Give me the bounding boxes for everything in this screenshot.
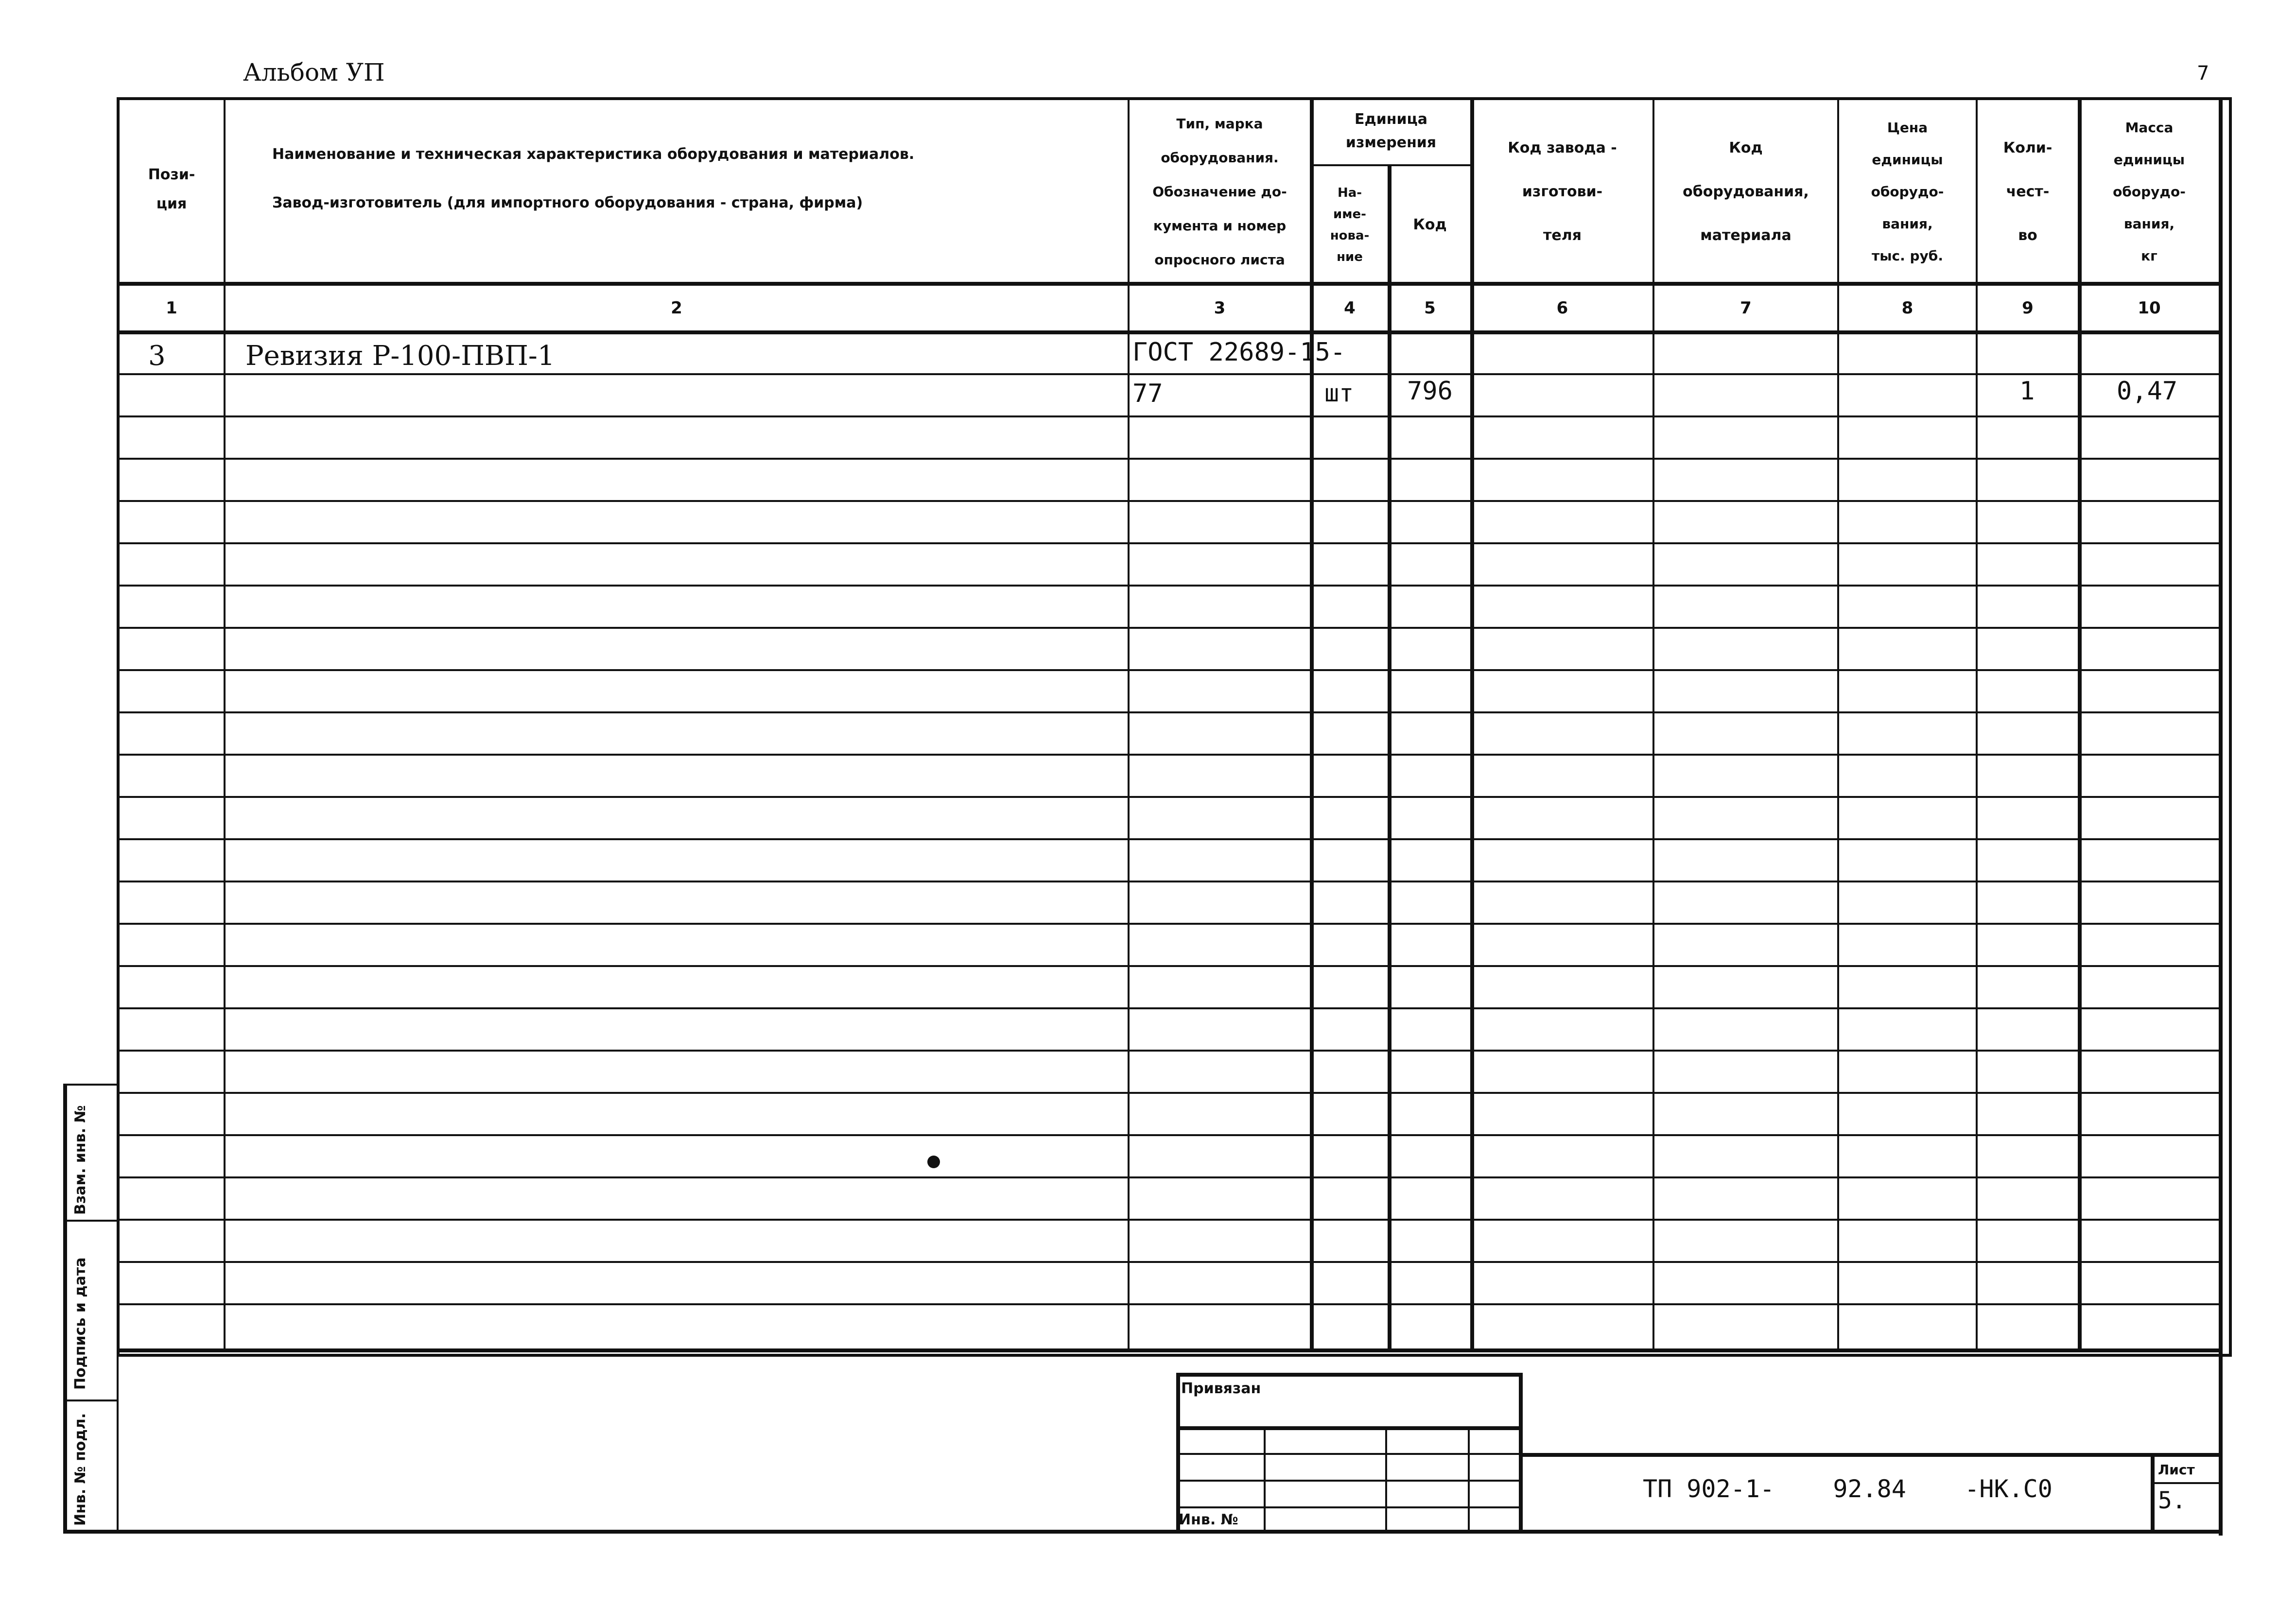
row-quantity: 1 — [2019, 377, 2035, 406]
side-label-original-inv: Инв. № подл. — [72, 1413, 89, 1526]
bound-label: Привязан — [1181, 1380, 1261, 1397]
row-type-line2: 77 — [1132, 379, 1163, 408]
row-name: Ревизия Р-100-ПВП-1 — [245, 340, 555, 372]
column-number-10: 10 — [2138, 298, 2161, 318]
column-number-8: 8 — [1901, 298, 1913, 318]
header-factory-code: Код завода - изготови- теля — [1508, 139, 1617, 244]
album-label: Альбом УП — [243, 58, 385, 86]
header-name-line2: Завод-изготовитель (для импортного оборудования - страна, фирма) — [272, 194, 863, 211]
header-name-line1: Наименование и техническая характеристика оборудования и материалов. — [272, 146, 915, 163]
column-number-6: 6 — [1556, 298, 1568, 318]
inv-label: Инв. № — [1179, 1511, 1238, 1528]
column-number-3: 3 — [1214, 298, 1226, 318]
column-number-9: 9 — [2022, 298, 2034, 318]
sheet-number: 5. — [2158, 1487, 2186, 1514]
column-number-5: 5 — [1424, 298, 1436, 318]
side-label-signature-date: Подпись и дата — [72, 1257, 89, 1390]
header-equipment-code: Код оборудования, материала — [1683, 139, 1809, 244]
scan-dot — [927, 1156, 940, 1168]
side-label-replaced-inv: Взам. инв. № — [72, 1105, 89, 1215]
row-unit-code: 796 — [1407, 377, 1453, 406]
header-quantity: Коли- чест- во — [2003, 139, 2052, 244]
column-number-7: 7 — [1740, 298, 1752, 318]
row-position: 3 — [148, 340, 166, 372]
row-type-line1: ГОСТ 22689-15- — [1132, 338, 1346, 367]
row-mass: 0,47 — [2117, 377, 2178, 406]
header-position: Пози- ция — [148, 166, 195, 212]
sheet-label: Лист — [2158, 1462, 2195, 1478]
row-unit-name: шт — [1324, 379, 1354, 407]
column-number-2: 2 — [671, 298, 682, 318]
corner-mark: 7 — [2197, 62, 2209, 85]
document-code: ТП 902-1- 92.84 -НК.С0 — [1643, 1475, 2052, 1503]
header-unit-group: Единица измерения — [1345, 111, 1437, 151]
header-unit-price: Цена единицы оборудо- вания, тыс. руб. — [1871, 120, 1944, 264]
header-type: Тип, марка оборудования. Обозначение до- кумента и номер опросного листа — [1152, 116, 1287, 268]
header-unit-code: Код — [1413, 216, 1447, 233]
header-unit-mass: Масса единицы оборудо- вания, кг — [2113, 120, 2186, 264]
header-unit-name: На- име- нова- ние — [1330, 185, 1370, 264]
column-number-4: 4 — [1344, 298, 1356, 318]
column-number-1: 1 — [166, 298, 177, 318]
